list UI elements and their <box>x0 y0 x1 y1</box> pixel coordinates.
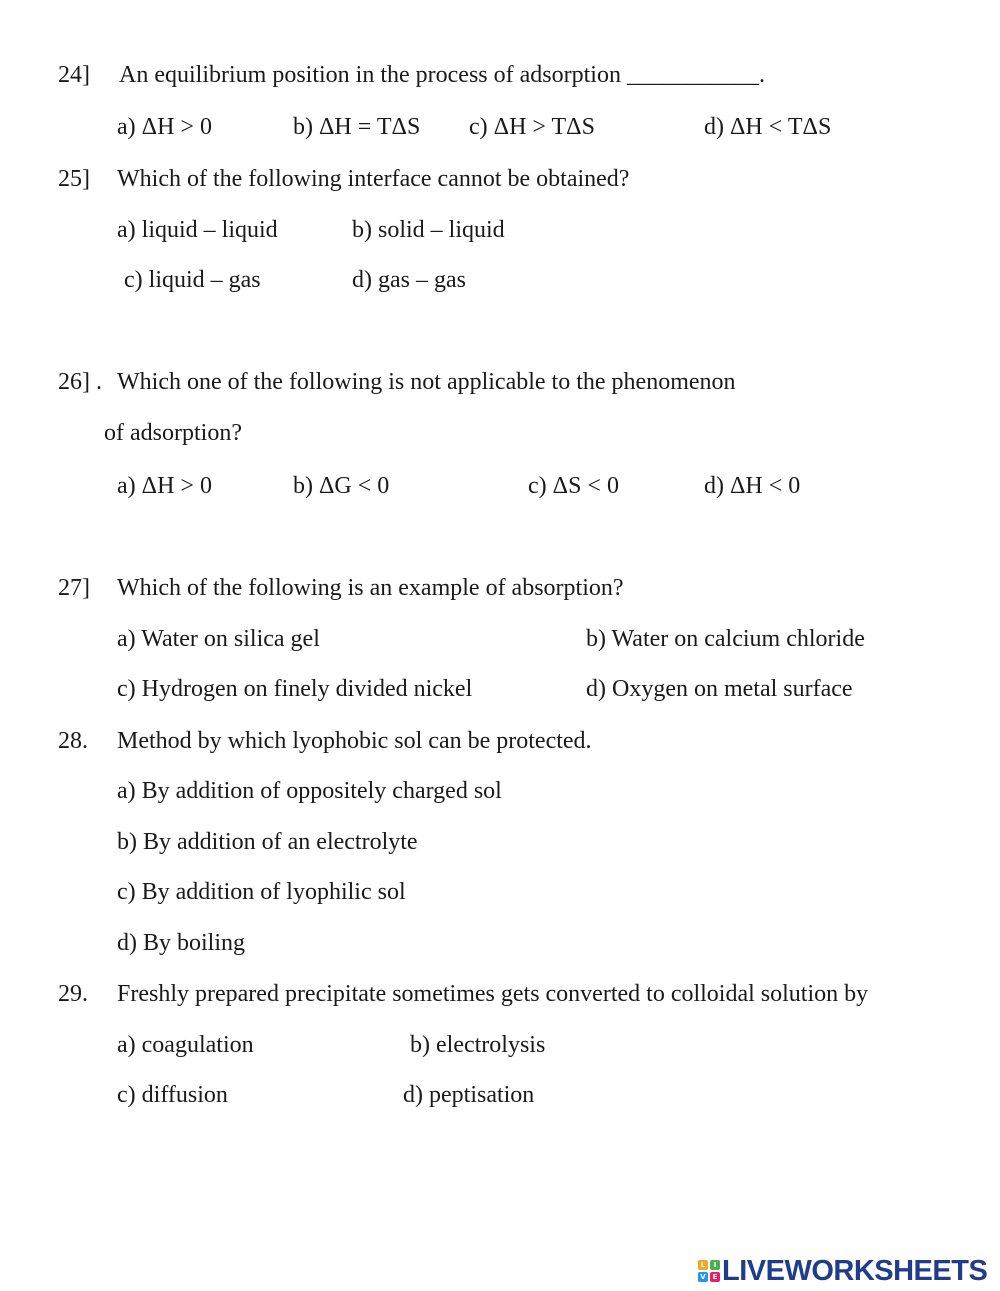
question-29-option-d[interactable]: d) peptisation <box>403 1082 535 1108</box>
question-26-text-line1: Which one of the following is not applicable to the phenomenon <box>117 369 736 395</box>
question-29-option-b[interactable]: b) electrolysis <box>410 1032 546 1058</box>
question-26-number: 26] . <box>58 369 102 395</box>
question-26-option-c[interactable]: c) ΔS < 0 <box>528 473 619 499</box>
question-25-option-a[interactable]: a) liquid – liquid <box>117 217 278 243</box>
question-24-text: An equilibrium position in the process of adsorption ___________. <box>119 62 765 88</box>
question-27-option-d[interactable]: d) Oxygen on metal surface <box>586 676 853 702</box>
question-25-option-c[interactable]: c) liquid – gas <box>124 267 261 293</box>
question-24-option-d[interactable]: d) ΔH < TΔS <box>704 114 832 140</box>
question-24-option-c[interactable]: c) ΔH > TΔS <box>469 114 595 140</box>
question-27-text: Which of the following is an example of absorption? <box>117 575 624 601</box>
question-29-number: 29. <box>58 981 88 1007</box>
question-25-option-d[interactable]: d) gas – gas <box>352 267 466 293</box>
logo-tile-i: I <box>710 1260 720 1270</box>
question-28-text: Method by which lyophobic sol can be protected. <box>117 728 592 754</box>
question-27-option-a[interactable]: a) Water on silica gel <box>117 626 320 652</box>
question-25-number: 25] <box>58 166 90 192</box>
question-28-option-b[interactable]: b) By addition of an electrolyte <box>117 829 418 855</box>
question-28-option-d[interactable]: d) By boiling <box>117 930 246 956</box>
liveworksheets-logo-text: LIVEWORKSHEETS <box>722 1254 988 1287</box>
liveworksheets-logo <box>698 1255 987 1287</box>
question-25-text: Which of the following interface cannot be obtained? <box>117 166 630 192</box>
question-26-option-b[interactable]: b) ΔG < 0 <box>293 473 390 499</box>
liveworksheets-logo-icon <box>698 1260 720 1282</box>
logo-tile-l: L <box>698 1260 708 1270</box>
question-27-option-c[interactable]: c) Hydrogen on finely divided nickel <box>117 676 473 702</box>
logo-tile-e: E <box>710 1272 720 1282</box>
question-26-text-line2: of adsorption? <box>104 420 242 446</box>
question-25-option-b[interactable]: b) solid – liquid <box>352 217 505 243</box>
question-29-text: Freshly prepared precipitate sometimes gets converted to colloidal solution by <box>117 981 869 1007</box>
logo-tile-v: V <box>698 1272 708 1282</box>
question-26-option-d[interactable]: d) ΔH < 0 <box>704 473 801 499</box>
question-28-option-c[interactable]: c) By addition of lyophilic sol <box>117 879 406 905</box>
question-27-number: 27] <box>58 575 90 601</box>
question-27-option-b[interactable]: b) Water on calcium chloride <box>586 626 865 652</box>
question-29-option-a[interactable]: a) coagulation <box>117 1032 254 1058</box>
question-28-number: 28. <box>58 728 88 754</box>
question-29-option-c[interactable]: c) diffusion <box>117 1082 228 1108</box>
question-24-number: 24] <box>58 62 90 88</box>
question-28-option-a[interactable]: a) By addition of oppositely charged sol <box>117 778 502 804</box>
question-26-option-a[interactable]: a) ΔH > 0 <box>117 473 212 499</box>
question-24-option-b[interactable]: b) ΔH = TΔS <box>293 114 421 140</box>
question-24-option-a[interactable]: a) ΔH > 0 <box>117 114 212 140</box>
